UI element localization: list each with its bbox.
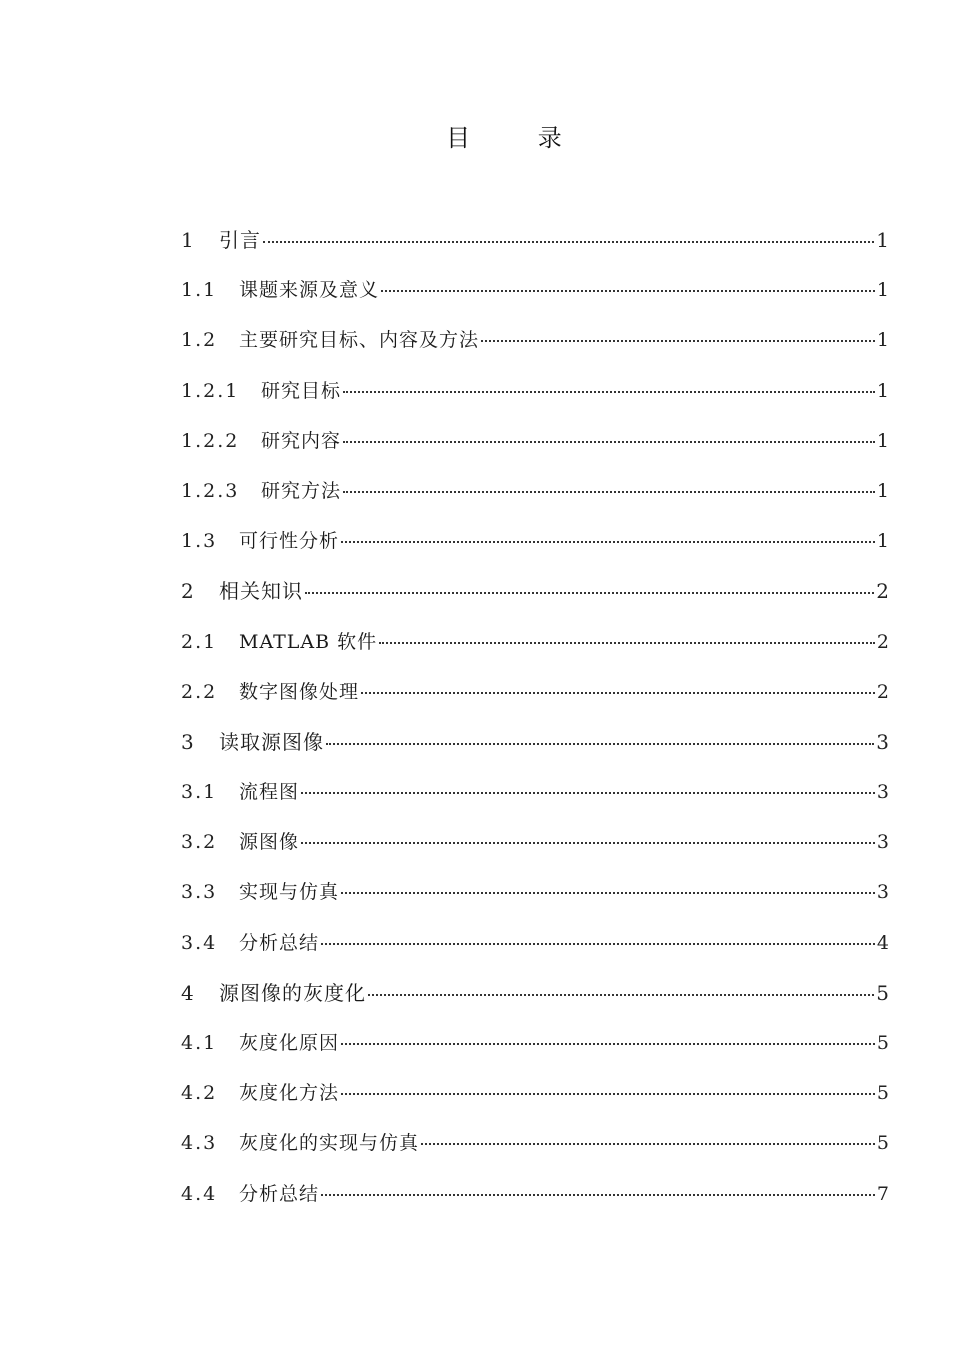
toc-entry-number: 4.3 [181,1132,218,1155]
toc-entry-page-number: 1 [876,530,889,553]
toc-entry-number: 4.1 [181,1032,218,1054]
toc-entry-number: 1.1 [181,279,218,302]
toc-entry-page-number: 3 [876,729,889,754]
dot-leader [341,1043,875,1045]
page-title: 目 录 [446,124,592,152]
toc-entry-number: 3.1 [181,781,218,804]
toc-entry[interactable] [181,222,889,272]
toc-entry[interactable] [181,824,889,874]
toc-entry-number: 1.2 [181,329,218,352]
toc-entry-number: 4.2 [181,1082,218,1105]
toc-entry-number: 1.2.3 [181,479,240,502]
toc-entry-page-number: 5 [876,1132,889,1155]
dot-leader [341,892,875,894]
dot-leader [381,290,875,292]
toc-entry-title: 源图像的灰度化 [219,980,366,1005]
toc-entry-number: 3 [181,729,196,754]
toc-entry-title: 分析总结 [239,931,320,954]
table-of-contents [181,222,889,1226]
toc-entry-title: 源图像 [239,831,300,854]
toc-entry-page-number: 1 [876,279,889,302]
dot-leader [343,441,875,443]
toc-entry-title: 灰度化的实现与仿真 [239,1132,420,1155]
toc-entry-number: 3.3 [181,881,218,904]
toc-entry-title: MATLAB 软件 [239,630,378,653]
toc-entry-number: 2.1 [181,630,218,653]
toc-entry-title: 可行性分析 [239,530,340,553]
toc-entry-title: 引言 [219,228,261,252]
toc-entry-page-number: 3 [876,781,889,804]
toc-entry[interactable] [181,573,889,623]
toc-entry-number: 3.4 [181,931,218,954]
dot-leader [301,792,875,794]
dot-leader [321,1194,875,1196]
dot-leader [343,491,875,493]
toc-entry-title: 研究方法 [261,479,342,502]
dot-leader [368,994,874,996]
toc-entry[interactable] [181,774,889,824]
dot-leader [263,241,874,243]
toc-entry-number: 2 [181,579,196,604]
toc-entry-page-number: 5 [876,980,889,1005]
toc-entry-page-number: 2 [876,680,889,703]
toc-entry-title: 灰度化原因 [239,1032,340,1054]
toc-entry-page-number: 4 [876,931,889,954]
toc-entry[interactable] [181,874,889,924]
toc-entry-title: 流程图 [239,781,300,804]
toc-entry-title: 实现与仿真 [239,881,340,904]
toc-entry-number: 4 [181,980,196,1005]
toc-entry[interactable] [181,624,889,674]
toc-entry-number: 1.2.1 [181,379,240,402]
toc-entry[interactable] [181,975,889,1025]
toc-entry-page-number: 1 [876,429,889,452]
toc-entry-number: 3.2 [181,831,218,854]
toc-entry-title: 数字图像处理 [239,680,360,703]
toc-entry-title: 灰度化方法 [239,1082,340,1105]
toc-entry-page-number: 5 [876,1082,889,1105]
dot-leader [321,943,875,945]
dot-leader [379,642,875,644]
toc-entry-page-number: 3 [876,831,889,854]
toc-entry-title: 研究目标 [261,379,342,402]
toc-entry-page-number: 1 [876,329,889,352]
toc-entry[interactable] [181,674,889,724]
toc-entry-title: 相关知识 [219,579,303,604]
toc-entry-title: 读取源图像 [219,729,324,754]
toc-entry-page-number: 7 [876,1182,889,1205]
dot-leader [326,743,874,745]
toc-entry-title: 研究内容 [261,429,342,452]
dot-leader [301,842,875,844]
dot-leader [343,391,875,393]
toc-entry-page-number: 3 [876,881,889,904]
toc-entry-page-number: 1 [876,379,889,402]
toc-entry[interactable] [181,1176,889,1226]
toc-entry-title: 主要研究目标、内容及方法 [239,329,480,352]
toc-entry[interactable] [181,1075,889,1125]
toc-entry-number: 1.2.2 [181,429,240,452]
dot-leader [341,541,875,543]
toc-entry-page-number: 1 [876,479,889,502]
toc-entry-title: 课题来源及意义 [239,279,380,302]
toc-entry[interactable] [181,724,889,774]
toc-entry[interactable] [181,322,889,372]
toc-entry[interactable] [181,272,889,322]
toc-entry-number: 4.4 [181,1182,218,1205]
toc-entry[interactable] [181,1025,889,1075]
toc-entry[interactable] [181,925,889,975]
toc-entry[interactable] [181,373,889,423]
toc-entry-title: 分析总结 [239,1182,320,1205]
dot-leader [341,1093,875,1095]
toc-entry-page-number: 2 [876,579,889,604]
toc-entry-number: 1.3 [181,530,218,553]
dot-leader [305,592,874,594]
toc-entry-page-number: 5 [876,1032,889,1054]
toc-entry[interactable] [181,523,889,573]
toc-entry[interactable] [181,423,889,473]
toc-entry[interactable] [181,1125,889,1175]
toc-entry[interactable] [181,473,889,523]
toc-entry-number: 2.2 [181,680,218,703]
dot-leader [361,692,875,694]
dot-leader [421,1143,875,1145]
toc-entry-number: 1 [181,228,196,252]
dot-leader [481,340,875,342]
toc-entry-page-number: 2 [876,630,889,653]
toc-entry-page-number: 1 [876,228,889,252]
